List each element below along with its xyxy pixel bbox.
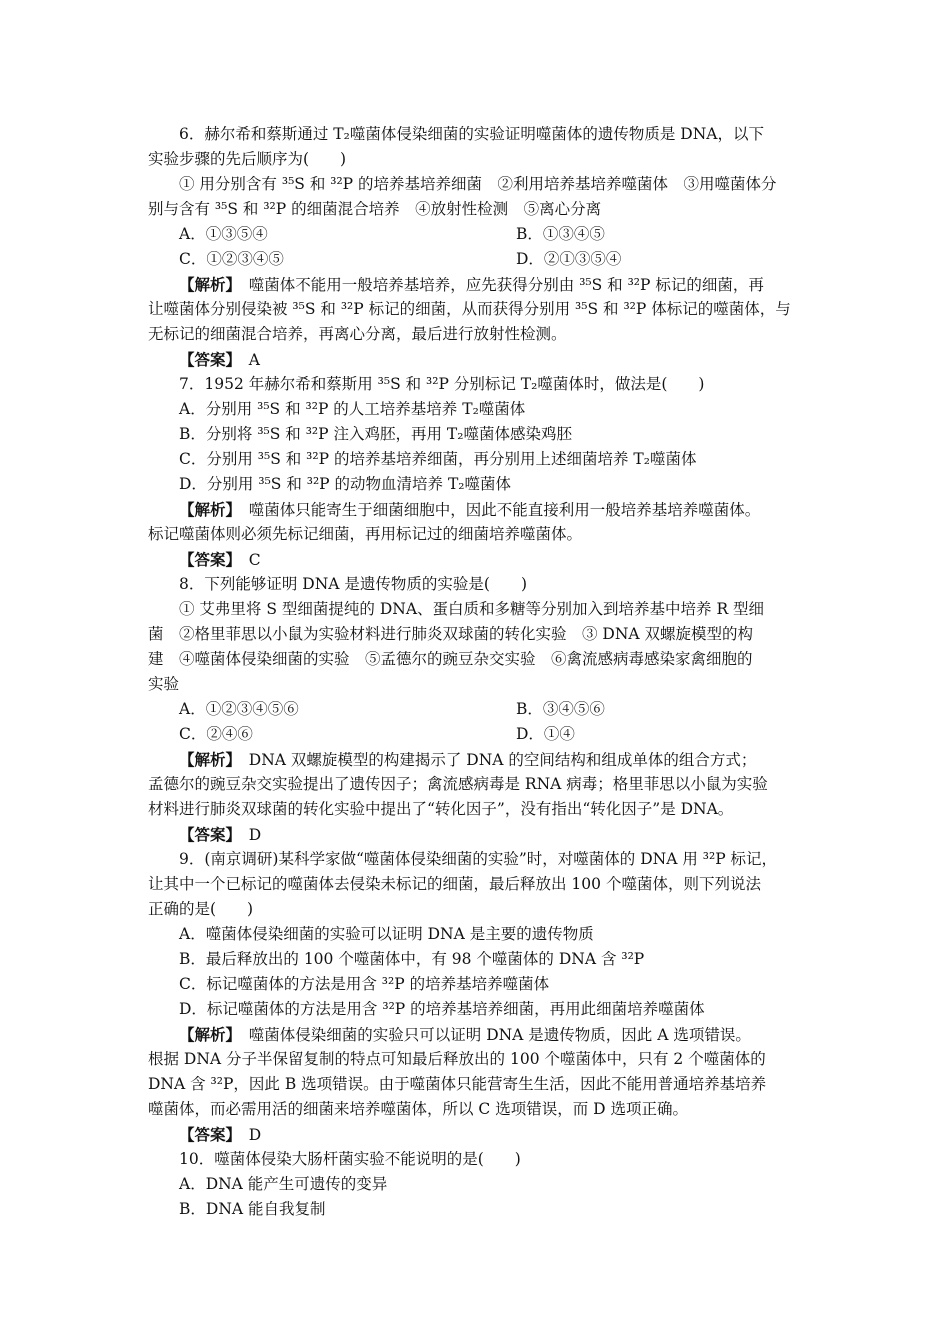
q6-option-a: A．①③⑤④ xyxy=(179,225,268,243)
q6-option-c: C．①②③④⑤ xyxy=(179,250,284,268)
q8-stem: 8．下列能够证明 DNA 是遗传物质的实验是( ) xyxy=(179,575,527,593)
q7-analysis-line-1 xyxy=(148,497,812,522)
q9-option-b: B．最后释放出的 100 个噬菌体中，有 98 个噬菌体的 DNA 含 ³²P xyxy=(179,950,645,968)
q6-item-line-1: ① 用分别含有 ³⁵S 和 ³²P 的培养基培养细菌 ②利用培养基培养噬菌体 ③用噬菌体分 xyxy=(179,175,777,193)
q9-stem-line-1: 9．(南京调研)某科学家做“噬菌体侵染细菌的实验”时，对噬菌体的 DNA 用 ³²P 标记， xyxy=(179,850,778,868)
q8-answer-line xyxy=(148,822,812,847)
q6-options-row-1 xyxy=(148,222,812,247)
q7-option-a: A．分别用 ³⁵S 和 ³²P 的人工培养基培养 T₂噬菌体 xyxy=(179,400,526,418)
q8-analysis-text-1: DNA 双螺旋模型的构建揭示了 DNA 的空间结构和组成单体的组合方式； xyxy=(233,751,757,769)
q7-analysis-text-1: 噬菌体只能寄生于细菌细胞中，因此不能直接利用一般培养基培养噬菌体。 xyxy=(233,501,761,519)
answer-label: 【答案】 xyxy=(179,550,234,569)
answer-label: 【答案】 xyxy=(179,825,234,844)
document-page xyxy=(148,122,812,1222)
q8-option-b: B．③④⑤⑥ xyxy=(516,700,605,718)
q8-option-a: A．①②③④⑤⑥ xyxy=(179,700,299,718)
q7-option-d: D．分别用 ³⁵S 和 ³²P 的动物血清培养 T₂噬菌体 xyxy=(179,475,512,493)
q8-item-line-1: ① 艾弗里将 S 型细菌提纯的 DNA、蛋白质和多糖等分别加入到培养基中培养 R 型细 xyxy=(179,600,765,618)
answer-label: 【答案】 xyxy=(179,1125,234,1144)
q9-analysis-line-4: 噬菌体，而必需用活的细菌来培养噬菌体，所以 C 选项错误，而 D 选项正确。 xyxy=(148,1100,688,1118)
q8-options-row-2 xyxy=(148,722,812,747)
q6-answer-line xyxy=(148,347,812,372)
analysis-label: 【解析】 xyxy=(179,500,234,519)
q6-option-d: D．②①③⑤④ xyxy=(516,250,622,268)
q10-option-a: A．DNA 能产生可遗传的变异 xyxy=(179,1175,388,1193)
q6-analysis-line-3: 无标记的细菌混合培养，再离心分离，最后进行放射性检测。 xyxy=(148,325,567,343)
q6-option-b: B．①③④⑤ xyxy=(516,225,605,243)
q9-analysis-line-1 xyxy=(148,1022,812,1047)
q9-option-c: C．标记噬菌体的方法是用含 ³²P 的培养基培养噬菌体 xyxy=(179,975,550,993)
q9-option-a: A．噬菌体侵染细菌的实验可以证明 DNA 是主要的遗传物质 xyxy=(179,925,594,943)
q6-answer: A xyxy=(233,351,260,369)
q7-answer-line xyxy=(148,547,812,572)
q9-option-d: D．标记噬菌体的方法是用含 ³²P 的培养基培养细菌，再用此细菌培养噬菌体 xyxy=(179,1000,705,1018)
q9-analysis-line-2: 根据 DNA 分子半保留复制的特点可知最后释放出的 100 个噬菌体中，只有 2 个噬菌体的 xyxy=(148,1050,766,1068)
q6-analysis-line-2: 让噬菌体分别侵染被 ³⁵S 和 ³²P 标记的细菌，从而获得分别用 ³⁵S 和 ³²P 体标记的噬菌体，与 xyxy=(148,300,791,318)
q8-analysis-line-1 xyxy=(148,747,812,772)
q8-analysis-line-3: 材料进行肺炎双球菌的转化实验中提出了“转化因子”，没有指出“转化因子”是 DNA。 xyxy=(148,800,734,818)
q7-stem: 7．1952 年赫尔希和蔡斯用 ³⁵S 和 ³²P 分别标记 T₂噬菌体时，做法是( ) xyxy=(179,375,705,393)
q8-option-d: D．①④ xyxy=(516,725,575,743)
q6-analysis-text-1: 噬菌体不能用一般培养基培养，应先获得分别由 ³⁵S 和 ³²P 标记的细菌，再 xyxy=(233,276,764,294)
analysis-label: 【解析】 xyxy=(179,750,234,769)
answer-label: 【答案】 xyxy=(179,350,234,369)
q7-analysis-line-2: 标记噬菌体则必须先标记细菌，再用标记过的细菌培养噬菌体。 xyxy=(148,525,583,543)
analysis-label: 【解析】 xyxy=(179,275,234,294)
q6-item-line-2: 别与含有 ³⁵S 和 ³²P 的细菌混合培养 ④放射性检测 ⑤离心分离 xyxy=(148,200,602,218)
q7-option-b: B．分别将 ³⁵S 和 ³²P 注入鸡胚，再用 T₂噬菌体感染鸡胚 xyxy=(179,425,572,443)
q8-item-line-3: 建 ④噬菌体侵染细菌的实验 ⑤孟德尔的豌豆杂交实验 ⑥禽流感病毒感染家禽细胞的 xyxy=(148,650,753,668)
q8-answer: D xyxy=(233,826,262,844)
q8-analysis-line-2: 孟德尔的豌豆杂交实验提出了遗传因子；禽流感病毒是 RNA 病毒；格里菲思以小鼠为实验 xyxy=(148,775,768,793)
q7-answer: C xyxy=(233,551,261,569)
q10-option-b: B．DNA 能自我复制 xyxy=(179,1200,326,1218)
q9-stem-line-3: 正确的是( ) xyxy=(148,900,254,918)
q7-option-c: C．分别用 ³⁵S 和 ³²P 的培养基培养细菌，再分别用上述细菌培养 T₂噬菌体 xyxy=(179,450,697,468)
q6-options-row-2 xyxy=(148,247,812,272)
q8-option-c: C．②④⑥ xyxy=(179,725,253,743)
q6-stem-line-1: 6．赫尔希和蔡斯通过 T₂噬菌体侵染细菌的实验证明噬菌体的遗传物质是 DNA，以下 xyxy=(179,125,764,143)
q9-analysis-text-1: 噬菌体侵染细菌的实验只可以证明 DNA 是遗传物质，因此 A 选项错误。 xyxy=(233,1026,751,1044)
q8-item-line-4: 实验 xyxy=(148,675,180,693)
q9-stem-line-2: 让其中一个已标记的噬菌体去侵染未标记的细菌，最后释放出 100 个噬菌体，则下列说法 xyxy=(148,875,761,893)
q8-item-line-2: 菌 ②格里菲思以小鼠为实验材料进行肺炎双球菌的转化实验 ③ DNA 双螺旋模型的构 xyxy=(148,625,754,643)
q9-analysis-line-3: DNA 含 ³²P，因此 B 选项错误。由于噬菌体只能营寄生生活，因此不能用普通培养基培养 xyxy=(148,1075,767,1093)
q6-analysis-line-1 xyxy=(148,272,812,297)
q8-options-row-1 xyxy=(148,697,812,722)
q9-answer-line xyxy=(148,1122,812,1147)
q10-stem: 10．噬菌体侵染大肠杆菌实验不能说明的是( ) xyxy=(179,1150,521,1168)
q6-stem-line-2: 实验步骤的先后顺序为( ) xyxy=(148,150,347,168)
analysis-label: 【解析】 xyxy=(179,1025,234,1044)
q9-answer: D xyxy=(233,1126,262,1144)
